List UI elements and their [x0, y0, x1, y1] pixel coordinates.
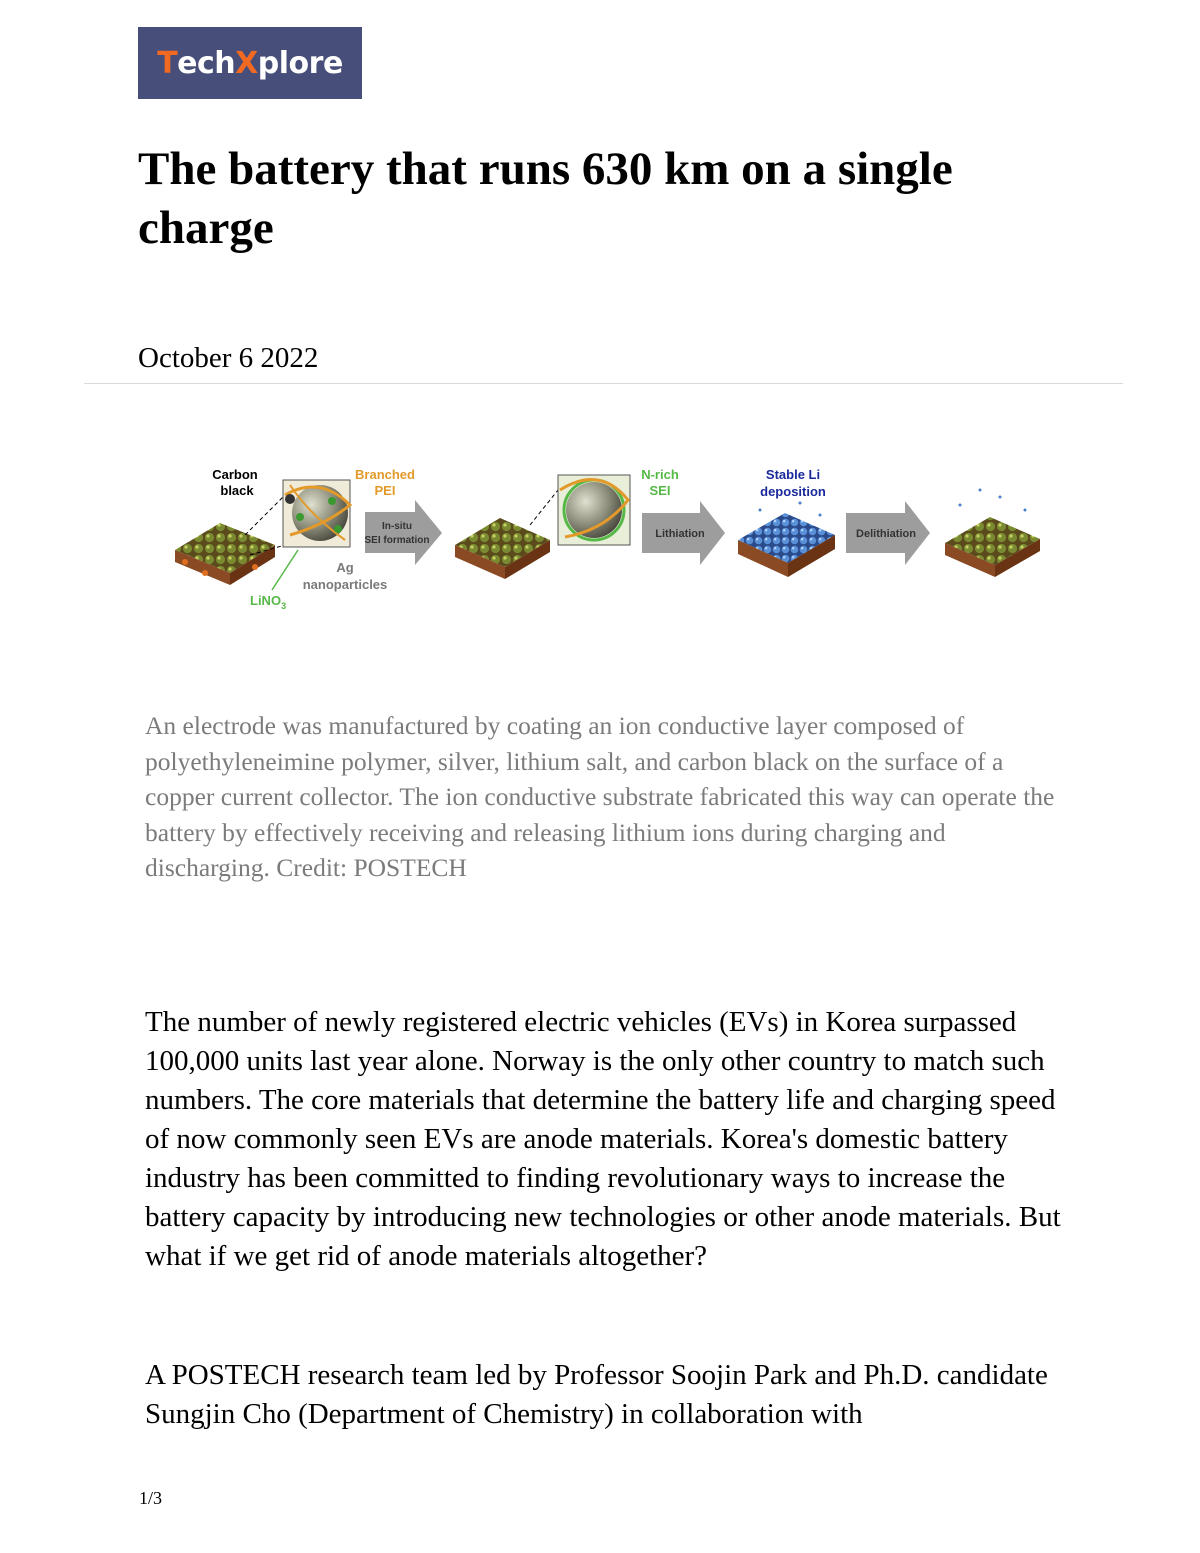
arrow-delithiation	[846, 501, 930, 565]
label-branched-pei-2: PEI	[374, 483, 396, 498]
arrow-lithiation	[642, 501, 725, 565]
label-ag-2: nanoparticles	[302, 577, 388, 592]
page-number: 1/3	[139, 1488, 163, 1508]
electrode-block-delithiated	[945, 489, 1040, 578]
label-branched-pei-1: Branched	[355, 467, 415, 482]
logo-ech: ech	[177, 45, 236, 81]
electrode-schematic-figure	[160, 455, 1050, 620]
article-paragraph-2: A POSTECH research team led by Professor Soojin Park and Ph.D. candidate Sungjin Cho (Department of Chemistry) in collaboration with	[145, 1359, 1048, 1430]
electrode-block-initial	[175, 523, 275, 585]
electrode-block-lithiated	[738, 502, 835, 578]
logo-plore: plore	[257, 45, 343, 81]
label-stable-li-2: deposition	[760, 484, 826, 499]
label-nrich-1: N-rich	[641, 467, 679, 482]
label-carbon-black-1: Carbon	[212, 467, 258, 482]
label-ag-1: Ag	[336, 560, 354, 575]
label-nrich-2: SEI	[649, 483, 671, 498]
figure-caption: An electrode was manufactured by coating an ion conductive layer composed of polyethyleneimine polymer, silver, lithium salt, and carbon black on the surface of a copper current collector. The ion conductive substrate fabricated this way can operate the battery by effectively receiving and releasing lithium ions during charging and discharging. Credit: POSTECH	[145, 711, 1055, 882]
logo-x: X	[235, 45, 258, 81]
header-divider	[84, 383, 1123, 384]
zoom-inset-2	[530, 475, 630, 545]
label-insitu-1: In-situ	[382, 521, 412, 532]
arrow-insitu	[364, 500, 442, 565]
electrode-block-sei	[455, 518, 550, 579]
label-stable-li-1: Stable Li	[765, 467, 821, 482]
techxplore-logo[interactable]	[138, 27, 362, 99]
article-title: The battery that runs 630 km on a single charge	[138, 143, 953, 254]
label-lino3: LiNO$_3$	[250, 593, 287, 611]
lino3-pointer	[272, 550, 298, 590]
label-delithiation: Delithiation	[856, 528, 916, 540]
article-date: October 6 2022	[138, 342, 319, 374]
label-insitu-2: SEI formation	[364, 535, 430, 546]
article-paragraph-1: The number of newly registered electric vehicles (EVs) in Korea surpassed 100,000 units last year alone. Norway is the only other country to match such numbers. The core materials that determine the battery life and charging speed of now commonly seen EVs are anode materials. Korea's domestic battery industry has been committed to finding revolutionary ways to increase the battery capacity by introducing new technologies or other anode materials. But what if we get rid of anode materials altogether?	[145, 1006, 1061, 1272]
label-lithiation: Lithiation	[655, 528, 705, 540]
label-carbon-black-2: black	[220, 483, 254, 498]
logo-t: T	[157, 45, 178, 81]
